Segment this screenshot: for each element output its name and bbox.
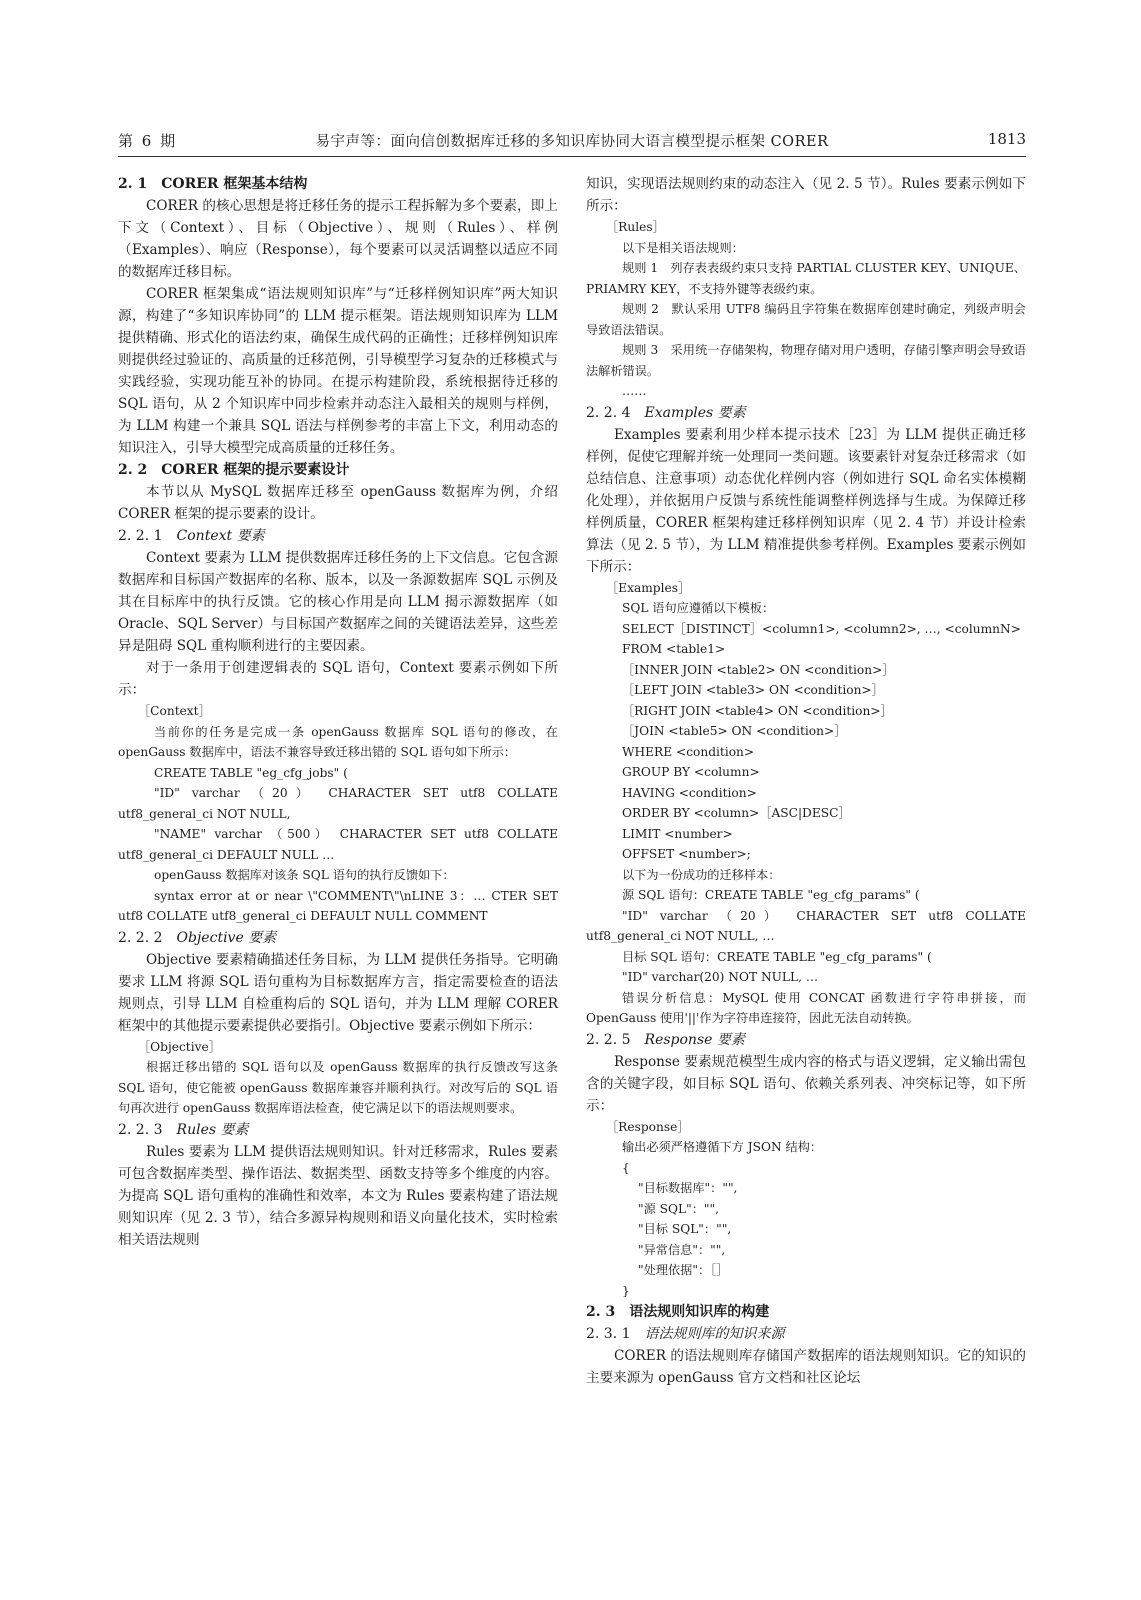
code-line: "ID" varchar(20) NOT NULL, … bbox=[622, 970, 819, 984]
rule-item: 规则 1 列存表表级约束只支持 PARTIAL CLUSTER KEY、UNIQUE、PRIAMRY KEY，不支持外键等表级约束。 bbox=[586, 261, 1026, 296]
code-line: "NAME" varchar （500） CHARACTER SET utf8 COLLATE utf8_general_ci DEFAULT NULL … bbox=[118, 827, 558, 862]
right-column bbox=[586, 173, 1026, 1389]
box-tag: ［Rules］ bbox=[606, 220, 665, 234]
subsection-heading: 2. 3. 1 语法规则库的知识来源 bbox=[586, 1326, 785, 1342]
code-line: "目标数据库"："", bbox=[638, 1181, 738, 1195]
subsection-heading: 2. 2. 1 Context 要素 bbox=[118, 528, 265, 544]
subsection-heading: 2. 2. 4 Examples 要素 bbox=[586, 404, 746, 421]
code-line: 输出必须严格遵循下方 JSON 结构： bbox=[622, 1140, 823, 1154]
code-line: SELECT［DISTINCT］<column1>, <column2>, …, <columnN> bbox=[622, 621, 1021, 636]
box-tag: ［Examples］ bbox=[606, 580, 691, 595]
rule-item: 规则 2 默认采用 UTF8 编码且字符集在数据库创建时确定，列级声明会导致语法错误。 bbox=[586, 302, 1026, 337]
code-line: "处理依据"：［］ bbox=[638, 1263, 729, 1277]
paragraph: 本节以从 MySQL 数据库迁移至 openGauss 数据库为例，介绍 CORER 框架的提示要素的设计。 bbox=[118, 484, 558, 522]
paragraph: 对于一条用于创建逻辑表的 SQL 语句，Context 要素示例如下所示： bbox=[118, 660, 558, 698]
code-line: 目标 SQL 语句：CREATE TABLE "eg_cfg_params" ( bbox=[622, 949, 932, 964]
paragraph: CORER 框架集成“语法规则知识库”与“迁移样例知识库”两大知识源，构建了“多知识库协同”的 LLM 提示框架。语法规则知识库为 LLM 提供精确、形式化的语法约束，确保生成代码的正确性；迁移样例知识库则提供经过验证的、高质量的迁移范例，引导模型学习复杂的迁移模式与实践经验，实现功能互补的协同。在提示构建阶段，系统根据待迁移的 SQL 语句，从 2 个知识库中同步检索并动态注入最相关的规则与样例，为 LLM 构建一个兼具 SQL 语法与样例参考的丰富上下文，利用动态的知识注入，引导大模型完成高质量的迁移任务。 bbox=[118, 286, 558, 456]
code-line: 源 SQL 语句：CREATE TABLE "eg_cfg_params" ( bbox=[622, 888, 920, 902]
paragraph: Context 要素为 LLM 提供数据库迁移任务的上下文信息。它包含源数据库和目标国产数据库的名称、版本，以及一条源数据库 SQL 示例及其在目标库中的执行反馈。它的核心作用是向 LLM 揭示源数据库（如 Oracle、SQL Server）与目标国产数据库之间的关键语法差异，这些差异是阻碍 SQL 重构顺利进行的主要因素。 bbox=[118, 550, 558, 654]
page-number: 1813 bbox=[987, 130, 1026, 148]
response-example-box bbox=[586, 1117, 1026, 1302]
running-header bbox=[118, 126, 1026, 157]
objective-example-box bbox=[118, 1037, 558, 1119]
paragraph: 知识，实现语法规则约束的动态注入（见 2. 5 节）。Rules 要素示例如下所示： bbox=[586, 176, 1026, 214]
paragraph: Objective 要素精确描述任务目标，为 LLM 提供任务指导。它明确要求 LLM 将源 SQL 语句重构为目标数据库方言，指定需要检查的语法规则点，引导 LLM 自检重构后的 SQL 语句，并为 LLM 理解 CORER 框架中的其他提示要素提供必要指引。Objective 要素示例如下所示： bbox=[118, 951, 558, 1034]
code-line: "目标 SQL"："", bbox=[638, 1222, 732, 1236]
issue-label: 第 6 期 bbox=[118, 132, 178, 150]
paragraph: Rules 要素为 LLM 提供语法规则知识。针对迁移需求，Rules 要素可包含数据库类型、操作语法、数据类型、函数支持等多个维度的内容。为提高 SQL 语句重构的准确性和效率，本文为 Rules 要素构建了语法规则知识库（见 2. 3 节），结合多源异构规则和语义向量化技术，实时检索相关语法规则 bbox=[118, 1143, 558, 1248]
left-column bbox=[118, 173, 558, 1251]
code-line: ［LEFT JOIN <table3> ON <condition>］ bbox=[622, 683, 884, 697]
paragraph: Examples 要素利用少样本提示技术［23］为 LLM 提供正确迁移样例，促使它理解并统一处理同一类问题。该要素针对复杂迁移需求（如总结信息、注意事项）动态优化样例内容（例如进行 SQL 命名实体模糊化处理），并依据用户反馈与系统性能调整样例选择与生成。为保障迁移样例质量，CORER 框架构建迁移样例知识库（见 2. 4 节）并设计检索算法（见 2. 5 节），为 LLM 精准提供参考样例。Examples 要素示例如下所示： bbox=[586, 426, 1026, 575]
code-line: openGauss 数据库对该条 SQL 语句的执行反馈如下： bbox=[154, 868, 455, 882]
code-line: ［RIGHT JOIN <table4> ON <condition>］ bbox=[622, 703, 893, 718]
code-line: 以下为一份成功的迁移样本： bbox=[622, 867, 781, 882]
code-line: { bbox=[622, 1160, 630, 1175]
box-tag: ［Context］ bbox=[138, 704, 211, 718]
code-line: "ID" varchar （20） CHARACTER SET utf8 COLLATE utf8_general_ci NOT NULL, bbox=[118, 786, 558, 821]
code-line: LIMIT <number> bbox=[622, 826, 733, 841]
code-line: syntax error at or near \"COMMENT\"\nLINE 3：… CTER SET utf8 COLLATE utf8_general_ci DEFAULT NULL COMMENT bbox=[118, 888, 558, 923]
code-line: HAVING <condition> bbox=[622, 785, 757, 800]
examples-example-box bbox=[586, 578, 1026, 1029]
code-line: ORDER BY <column>［ASC|DESC］ bbox=[622, 806, 851, 820]
paragraph: CORER 的语法规则库存储国产数据库的语法规则知识。它的知识的主要来源为 openGauss 官方文档和社区论坛 bbox=[586, 1348, 1026, 1386]
subsection-heading: 2. 2. 5 Response 要素 bbox=[586, 1031, 745, 1048]
code-line: GROUP BY <column> bbox=[622, 765, 760, 779]
ellipsis: …… bbox=[622, 384, 647, 398]
subsection-heading: 2. 2. 2 Objective 要素 bbox=[118, 929, 277, 946]
section-heading: 2. 1 CORER 框架基本结构 bbox=[118, 176, 308, 192]
code-line: CREATE TABLE "eg_cfg_jobs" ( bbox=[154, 765, 348, 780]
box-tag: ［Objective］ bbox=[138, 1039, 221, 1054]
box-text: 以下是相关语法规则： bbox=[622, 240, 744, 255]
code-line: OFFSET <number>; bbox=[622, 847, 751, 861]
code-line: ［JOIN <table5> ON <condition>］ bbox=[622, 724, 847, 738]
code-line: 错误分析信息：MySQL 使用 CONCAT 函数进行字符串拼接，而 OpenGauss 使用'||'作为字符串连接符，因此无法自动转换。 bbox=[586, 990, 1026, 1025]
box-tag: ［Response］ bbox=[606, 1119, 690, 1134]
code-line: WHERE <condition> bbox=[622, 744, 755, 759]
code-line: "ID" varchar （20） CHARACTER SET utf8 COLLATE utf8_general_ci NOT NULL, … bbox=[586, 908, 1026, 943]
box-text: 当前你的任务是完成一条 openGauss 数据库 SQL 语句的修改，在 openGauss 数据库中，语法不兼容导致迁移出错的 SQL 语句如下所示： bbox=[118, 724, 558, 759]
code-line: ［INNER JOIN <table2> ON <condition>］ bbox=[622, 662, 895, 677]
paragraph: CORER 的核心思想是将迁移任务的提示工程拆解为多个要素，即上下文（Context）、目标（Objective）、规则（Rules）、样例（Examples）、响应（Response），每个要素可以灵活调整以适应不同的数据库迁移目标。 bbox=[118, 198, 558, 280]
paragraph: Response 要素规范模型生成内容的格式与语义逻辑，定义输出需包含的关键字段，如目标 SQL 语句、依赖关系列表、冲突标记等，如下所示： bbox=[586, 1053, 1026, 1114]
code-line: SQL 语句应遵循以下模板： bbox=[622, 601, 775, 615]
context-example-box bbox=[118, 701, 558, 927]
section-heading: 2. 2 CORER 框架的提示要素设计 bbox=[118, 462, 350, 478]
code-line: FROM <table1> bbox=[622, 642, 726, 656]
code-line: "异常信息"："", bbox=[638, 1242, 726, 1257]
section-heading: 2. 3 语法规则知识库的构建 bbox=[586, 1304, 770, 1320]
box-text: 根据迁移出错的 SQL 语句以及 openGauss 数据库的执行反馈改写这条 SQL 语句，使它能被 openGauss 数据库兼容并顺利执行。对改写后的 SQL 语句再次进行 openGauss 数据库语法检查，使它满足以下的语法规则要求。 bbox=[118, 1060, 558, 1115]
code-line: } bbox=[622, 1283, 630, 1298]
code-line: "源 SQL"："", bbox=[638, 1201, 719, 1216]
subsection-heading: 2. 2. 3 Rules 要素 bbox=[118, 1121, 249, 1138]
rule-item: 规则 3 采用统一存储架构，物理存储对用户透明，存储引擎声明会导致语法解析错误。 bbox=[586, 343, 1026, 378]
running-title: 易宇声等：面向信创数据库迁移的多知识库协同大语言模型提示框架 CORER bbox=[315, 134, 829, 150]
rules-example-box bbox=[586, 217, 1026, 402]
